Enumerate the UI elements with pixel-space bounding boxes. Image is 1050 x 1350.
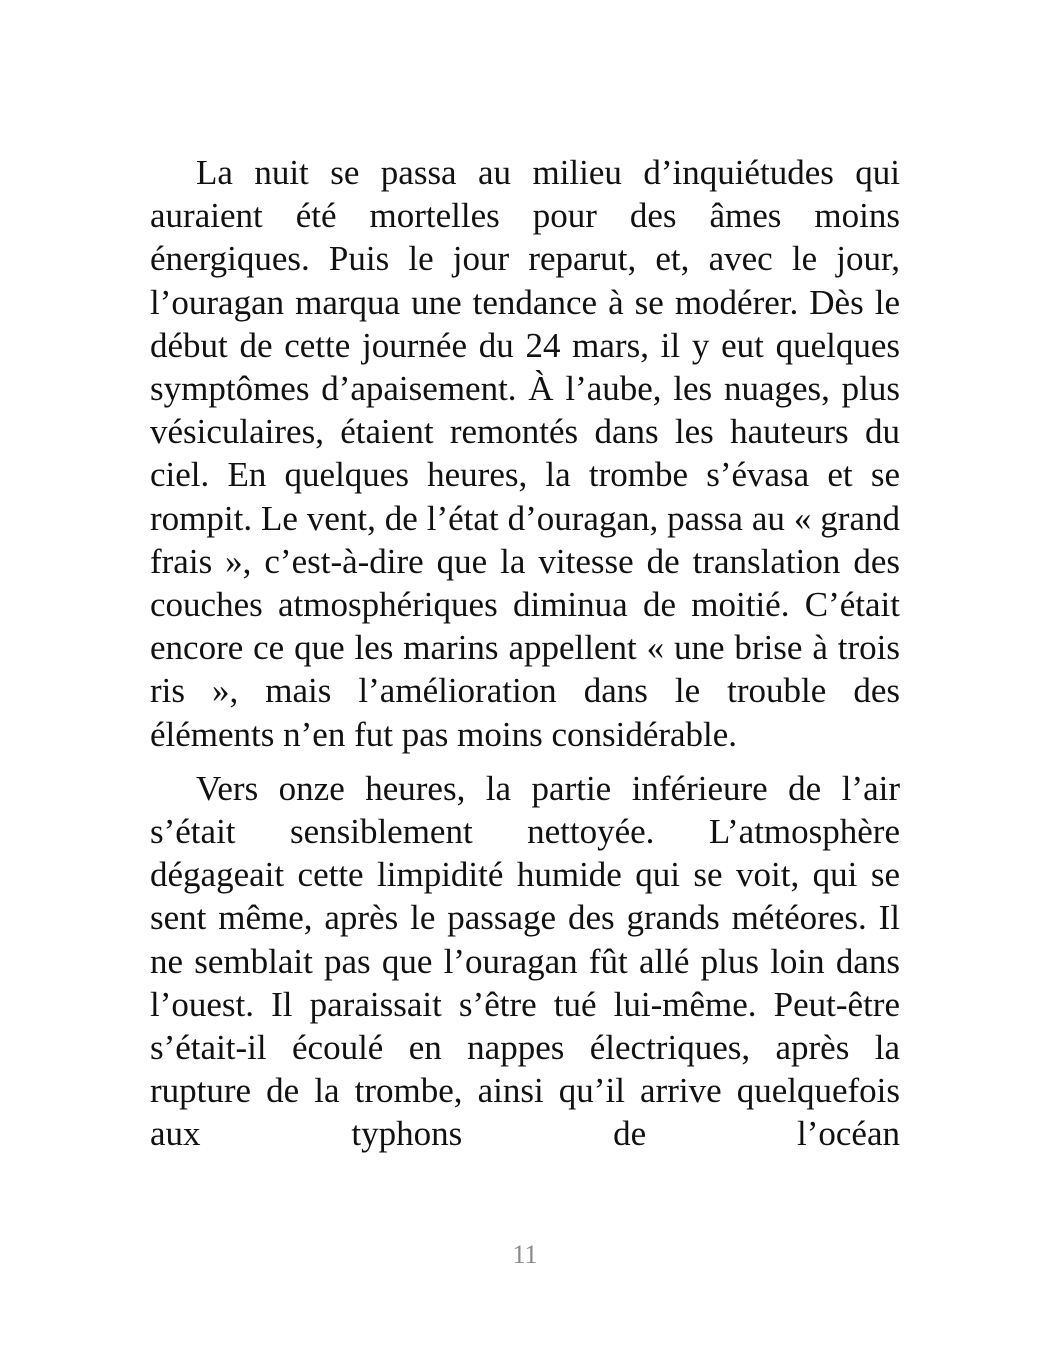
body-text bbox=[150, 151, 900, 1167]
paragraph-2: Vers onze heures, la partie inférieure de l’air s’était sensiblement nettoyée. L’atmosphère dégageait cette limpidité humide qui se voit, qui se sent même, après le passage des grands météores. Il ne semblait pas que l’ouragan fût allé plus loin dans l’ouest. Il paraissait s’être tué lui-même. Peut-être s’était-il écoulé en nappes électriques, après la rupture de la trombe, ainsi qu’il arrive quelquefois aux typhons de l’océan bbox=[150, 768, 900, 1154]
page-number: 11 bbox=[512, 1240, 538, 1269]
paragraph-1: La nuit se passa au milieu d’inquiétudes qui auraient été mortelles pour des âmes moins énergiques. Puis le jour reparut, et, avec le jour, l’ouragan marqua une tendance à se modérer. Dès le début de cette journée du 24 mars, il y eut quelques symptômes d’apaisement. À l’aube, les nuages, plus vésiculaires, étaient remontés dans les hauteurs du ciel. En quelques heures, la trombe s’évasa et se rompit. Le vent, de l’état d’ouragan, passa au « grand frais », c’est-à-dire que la vitesse de translation des couches atmosphériques diminua de moitié. C’était encore ce que les marins appellent « une brise à trois ris », mais l’amélioration dans le trouble des éléments n’en fut pas moins considérable. bbox=[150, 153, 900, 754]
